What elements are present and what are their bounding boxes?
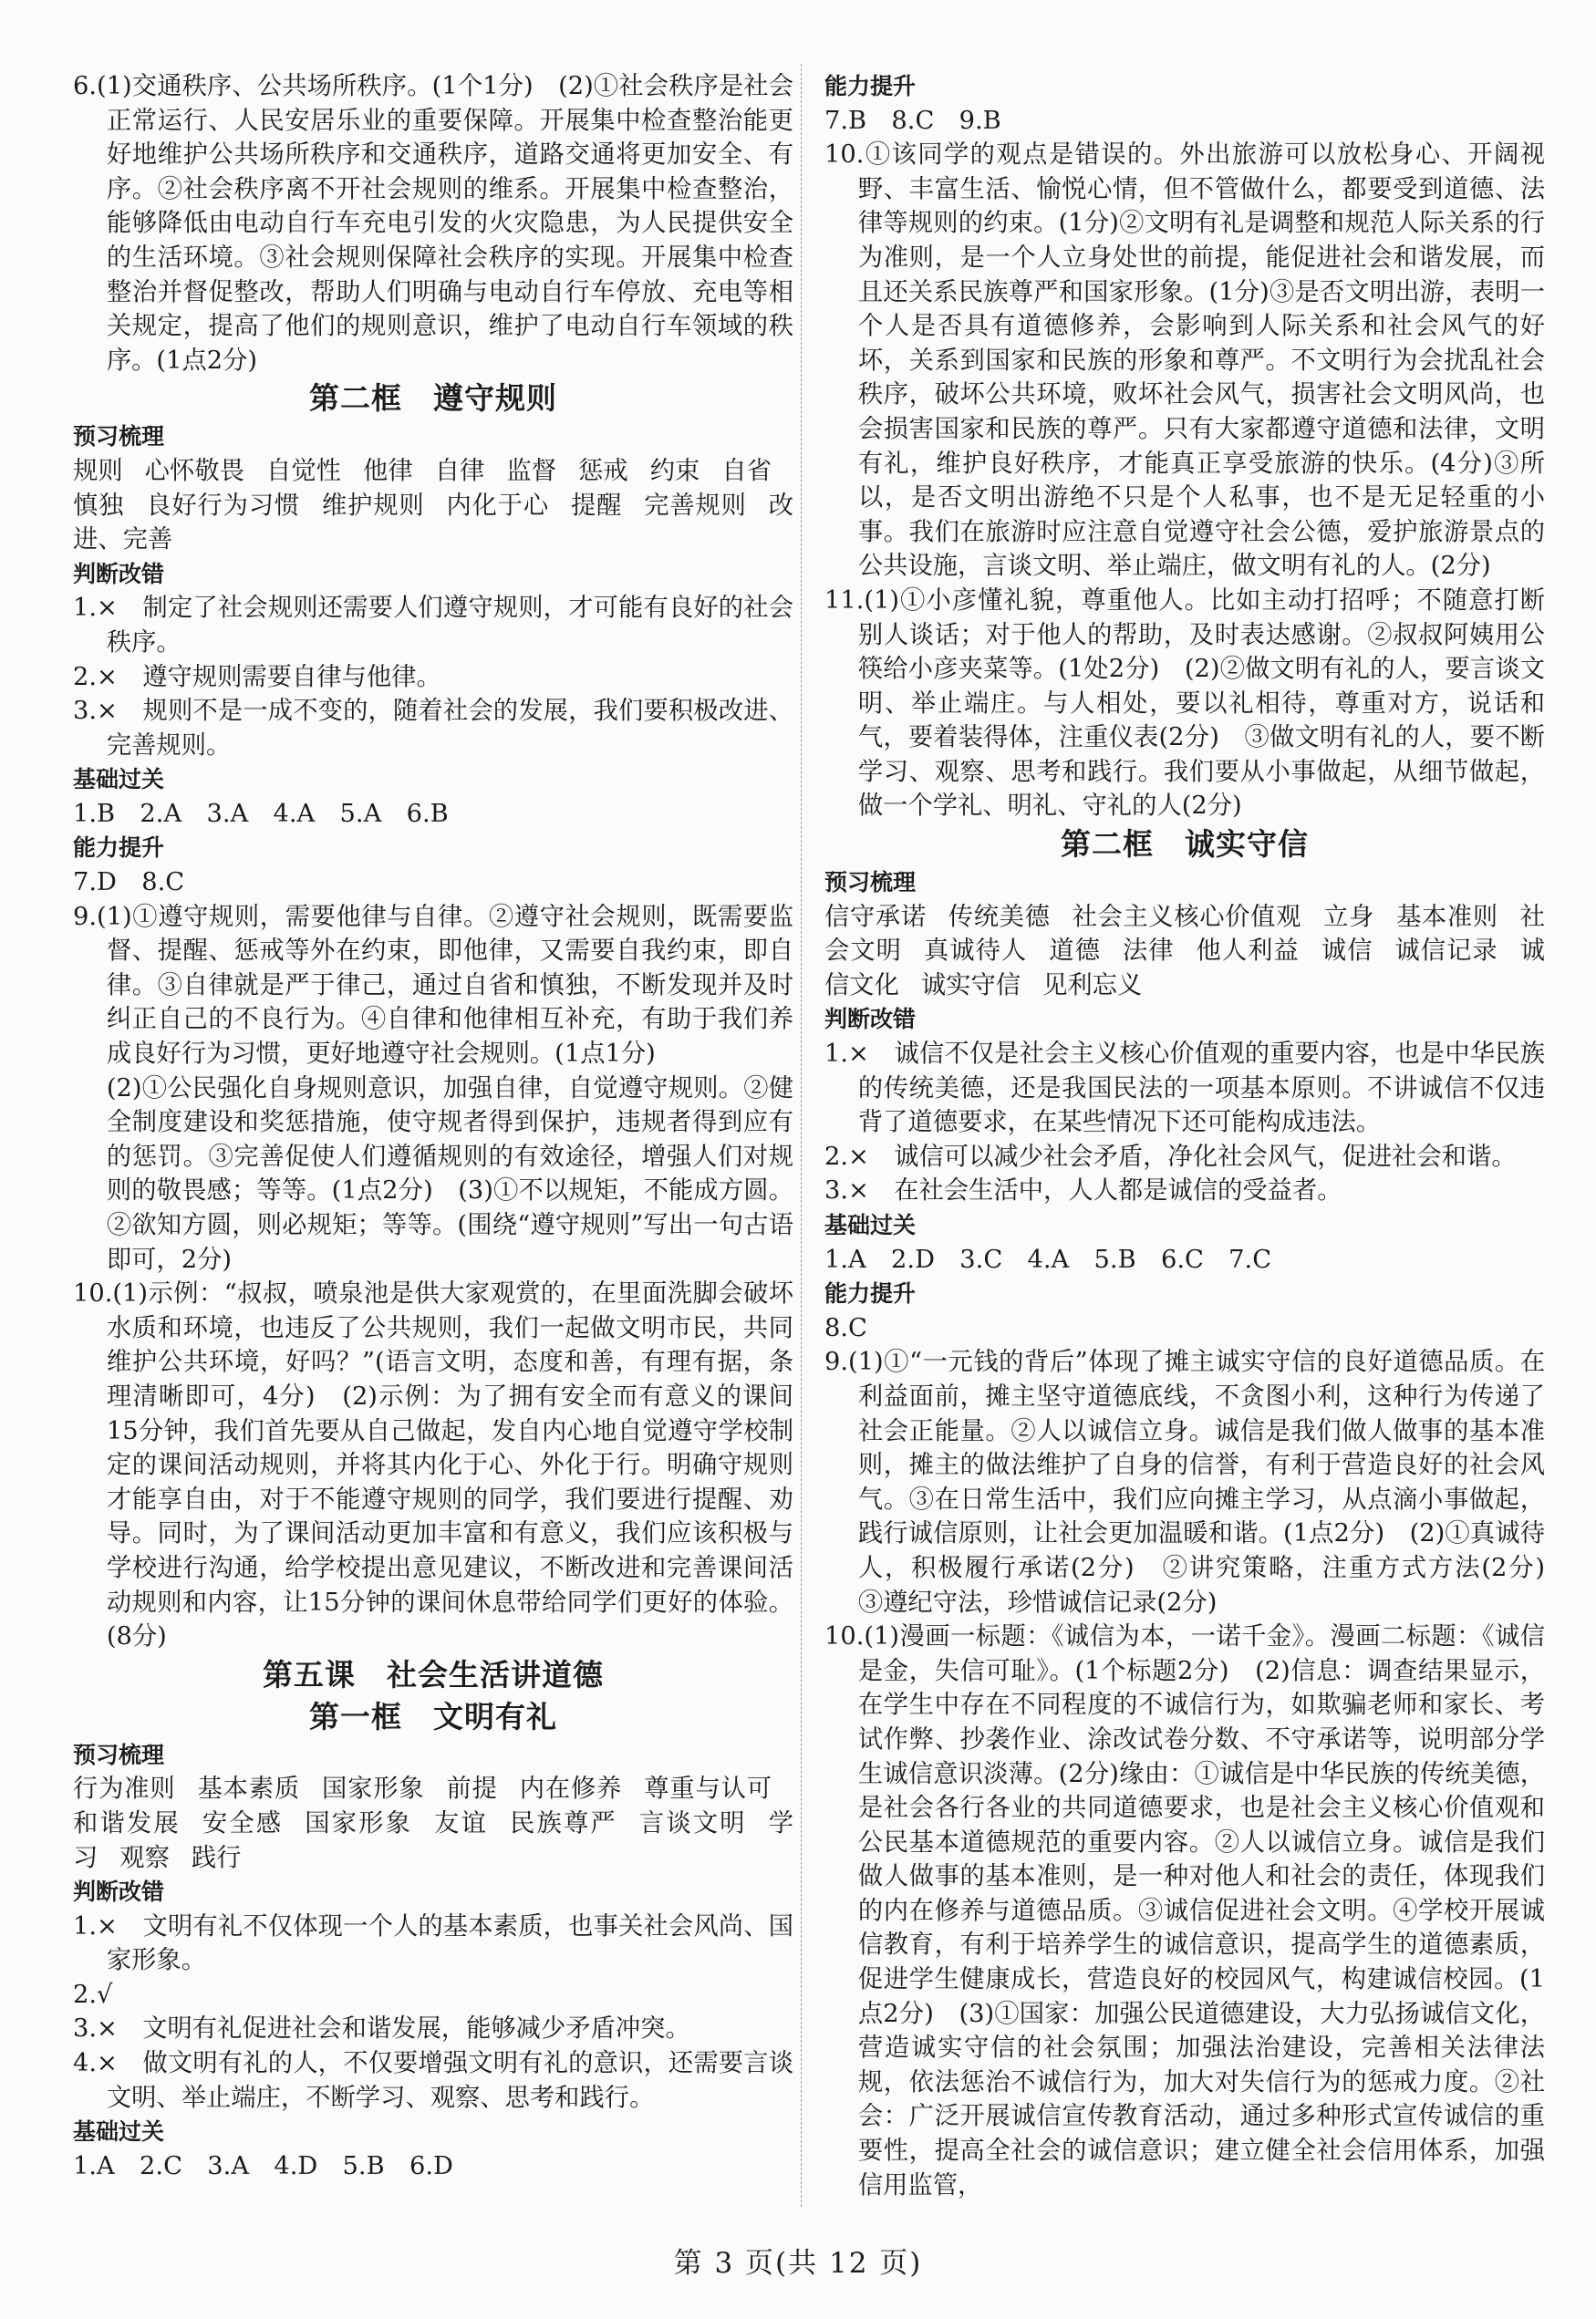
left-column (73, 69, 793, 2183)
answer-q9-part2: (2)①公民强化自身规则意识，加强自律，自觉遵守规则。②健全制度建设和奖惩措施，使守规者得到保护，违规者得到应有的惩罚。③完善促使人们遵循规则的有效途径，增强人们对规则的敬畏感；等等。(1点2分) (3)①不以规矩，不能成方圆。②欲知方圆，则必规矩；等等。(围绕“遵守规则”写出一句古语即可，2分) (106, 1073, 793, 1274)
answers-jichu-r: 1.A 2.D 3.C 4.A 5.B 6.C 7.C (824, 1245, 1272, 1274)
answer-q11-r: 11.(1)①小彦懂礼貌，尊重他人。比如主动打招呼；不随意打断别人谈话；对于他人的帮助，及时表达感谢。②叔叔阿姨用公筷给小彦夹菜等。(1处2分) (2)②做文明有礼的人，要言谈文明、举止端庄。与人相处，要以礼相待，尊重对方，说话和气，要着装得体，注重仪表(2分) ③做文明有礼的人，要不断学习、观察、思考和践行。我们要从小事做起，从细节做起，做一个学礼、明礼、守礼的人(2分) (824, 585, 1545, 821)
label-nengli: 能力提升 (73, 834, 165, 862)
label-nengli-r2: 能力提升 (824, 1280, 917, 1308)
section-title-wenming: 第一框 文明有礼 (309, 1698, 557, 1734)
keywords-yuxi-2: 行为准则 基本素质 国家形象 前提 内在修养 尊重与认可和谐发展 安全感 国家形象 友谊 民族尊严 言谈文明 学习 观察 践行 (73, 1775, 794, 1872)
section-title-chengshi: 第二框 诚实守信 (1061, 826, 1309, 863)
panduan-3: 3.× 规则不是一成不变的，随着社会的发展，我们要积极改进、完善规则。 (73, 697, 793, 760)
keywords-yuxi-r: 信守承诺 传统美德 社会主义核心价值观 立身 基本准则 社会文明 真诚待人 道德 法律 他人利益 诚信 诚信记录 诚信文化 诚实守信 见利忘义 (824, 902, 1546, 999)
panduan-2: 2.× 遵守规则需要自律与他律。 (73, 662, 441, 691)
answers-jichu: 1.B 2.A 3.A 4.A 5.A 6.B (73, 799, 449, 828)
panduan2-4: 4.× 做文明有礼的人，不仅要增强文明有礼的意识，还需要言谈文明、举止端庄，不断学习、观察、思考和践行。 (73, 2049, 793, 2112)
label-jichu-r: 基础过关 (824, 1212, 917, 1238)
label-yuxi: 预习梳理 (73, 423, 165, 450)
panduan-r-2: 2.× 诚信可以减少社会矛盾，净化社会风气，促进社会和谐。 (824, 1142, 1517, 1171)
panduan2-2: 2.√ (73, 1980, 113, 2009)
answer-q10b-r: 10.(1)漫画一标题：《诚信为本，一诺千金》。漫画二标题：《诚信是金，失信可耻》。(1个标题2分) (2)信息：调查结果显示，在学生中存在不同程度的不诚信行为，如欺骗老师和家长、考试作弊、抄袭作业、涂改试卷分数、不守承诺等，说明部分学生诚信意识淡薄。(2分)缘由：①诚信是中华民族的传统美德，是社会各行各业的共同道德要求，也是社会主义核心价值观和公民基本道德规范的重要内容。②人以诚信立身。诚信是我们做人做事的基本准则，是一种对他人和社会的责任，体现我们的内在修养与道德品质。③诚信促进社会文明。④学校开展诚信教育，有利于培养学生的诚信意识，提高学生的道德素质，促进学生健康成长，营造良好的校园风气，构建诚信校园。(1点2分) (3)①国家：加强公民道德建设，大力弘扬诚信文化，营造诚实守信的社会氛围；加强法治建设，完善相关法律法规，依法惩治不诚信行为，加大对失信行为的惩戒力度。②社会：广泛开展诚信宣传教育活动，通过多种形式宣传诚信的重要性，提高全社会的诚信意识；建立健全社会信用体系，加强信用监管， (824, 1622, 1545, 2200)
panduan-1: 1.× 制定了社会规则还需要人们遵守规则，才可能有良好的社会秩序。 (73, 594, 793, 657)
answer-q10: 10.(1)示例：“叔叔，喷泉池是供大家观赏的，在里面洗脚会破坏水质和环境，也违反了公共规则，我们一起做文明市民，共同维护公共环境，好吗？”(语言文明，态度和善，有理有据，条理清晰即可，4分) (2)示例：为了拥有安全而有意义的课间15分钟，我们首先要从自己做起，发自内心地自觉遵守学校制定的课间活动规则，并将其内化于心、外化于行。明确守规则才能享自由，对于不能遵守规则的同学，我们要进行提醒、劝导。同时，为了课间活动更加丰富和有意义，我们应该积极与学校进行沟通，给学校提出意见建议，不断改进和完善课间活动规则和内容，让15分钟的课间休息带给同学们更好的体验。(8分) (73, 1279, 793, 1651)
label-yuxi-r: 预习梳理 (824, 869, 917, 896)
label-jichu-2: 基础过关 (73, 2118, 165, 2146)
panduan2-1: 1.× 文明有礼不仅体现一个人的基本素质，也事关社会风尚、国家形象。 (73, 1911, 793, 1975)
answer-q6: 6.(1)交通秩序、公共场所秩序。(1个1分) (2)①社会秩序是社会正常运行、人民安居乐业的重要保障。开展集中检查整治能更好地维护公共场所秩序和交通秩序，道路交通将更加安全、有序。②社会秩序离不开社会规则的维系。开展集中检查整治，能够降低由电动自行车充电引发的火灾隐患，为人民提供安全的生活环境。③社会规则保障社会秩序的实现。开展集中检查整治并督促整改，帮助人们明确与电动自行车停放、充电等相关规定，提高了他们的规则意识，维护了电动自行车领域的秩序。(1点2分) (73, 72, 793, 375)
label-yuxi-2: 预习梳理 (73, 1741, 165, 1768)
answer-q10-r: 10.①该同学的观点是错误的。外出旅游可以放松身心、开阔视野、丰富生活、愉悦心情，但不管做什么，都要受到道德、法律等规则的约束。(1分)②文明有礼是调整和规范人际关系的行为准则，是一个人立身处世的前提，能促进社会和谐发展，而且还关系民族尊严和国家形象。(1分)③是否文明出游，表明一个人是否具有道德修养，会影响到人际关系和社会风气的好坏，关系到国家和民族的形象和尊严。不文明行为会扰乱社会秩序，破坏公共环境，败坏社会风气，损害社会文明风尚，也会损害国家和民族的尊严。只有大家都遵守道德和法律，文明有礼，维护良好秩序，才能真正享受旅游的快乐。(4分)③所以，是否文明出游绝不只是个人私事，也不是无足轻重的小事。我们在旅游时应注意自觉遵守社会公德，爱护旅游景点的公共设施，言谈文明、举止端庄，做文明有礼的人。(2分) (824, 140, 1545, 581)
page-footer: 第 3 页(共 12 页) (673, 2247, 923, 2280)
label-panduan: 判断改错 (73, 560, 165, 587)
keywords-yuxi: 规则 心怀敬畏 自觉性 他律 自律 监督 惩戒 约束 自省慎独 良好行为习惯 维护规则 内化于心 提醒 完善规则 改进、完善 (73, 456, 794, 554)
panduan-r-3: 3.× 在社会生活中，人人都是诚信的受益者。 (824, 1176, 1342, 1206)
lesson-title-5: 第五课 社会生活讲道德 (263, 1656, 604, 1693)
label-panduan-r: 判断改错 (824, 1006, 917, 1033)
section-title-zunshou: 第二框 遵守规则 (309, 380, 557, 417)
right-column (824, 69, 1570, 2202)
panduan-r-1: 1.× 诚信不仅是社会主义核心价值观的重要内容，也是中华民族的传统美德，还是我国民法的一项基本原则。不讲诚信不仅违背了道德要求，在某些情况下还可能构成违法。 (824, 1040, 1545, 1137)
answers-nengli-r: 7.B 8.C 9.B (824, 106, 1001, 135)
answers-nengli-r2: 8.C (824, 1313, 867, 1342)
label-jichu: 基础过关 (73, 766, 165, 793)
answers-jichu-2: 1.A 2.C 3.A 4.D 5.B 6.D (73, 2151, 453, 2180)
panduan2-3: 3.× 文明有礼促进社会和谐发展，能够减少矛盾冲突。 (73, 2014, 690, 2044)
answers-nengli: 7.D 8.C (73, 868, 185, 897)
label-nengli-r: 能力提升 (824, 73, 917, 99)
label-panduan-2: 判断改错 (73, 1879, 165, 1906)
answer-q9-part1: 9.(1)①遵守规则，需要他律与自律。②遵守社会规则，既需要监督、提醒、惩戒等外在约束，即他律，又需要自我约束，即自律。③自律就是严于律己，通过自省和慎独，不断发现并及时纠正自己的不良行为。④自律和他律相互补充，有助于我们养成良好行为习惯，更好地遵守社会规则。(1点1分) (73, 902, 793, 1069)
answer-q9-r: 9.(1)①“一元钱的背后”体现了摊主诚实守信的良好道德品质。在利益面前，摊主坚守道德底线，不贪图小利，这种行为传递了社会正能量。②人以诚信立身。诚信是我们做人做事的基本准则，摊主的做法维护了自身的信誉，有利于营造良好的社会风气。③在日常生活中，我们应向摊主学习，从点滴小事做起，践行诚信原则，让社会更加温暖和谐。(1点2分) (2)①真诚待人，积极履行承诺(2分) ②讲究策略，注重方式方法(2分) ③遵纪守法，珍惜诚信记录(2分) (824, 1348, 1570, 1617)
column-divider (801, 64, 802, 2207)
